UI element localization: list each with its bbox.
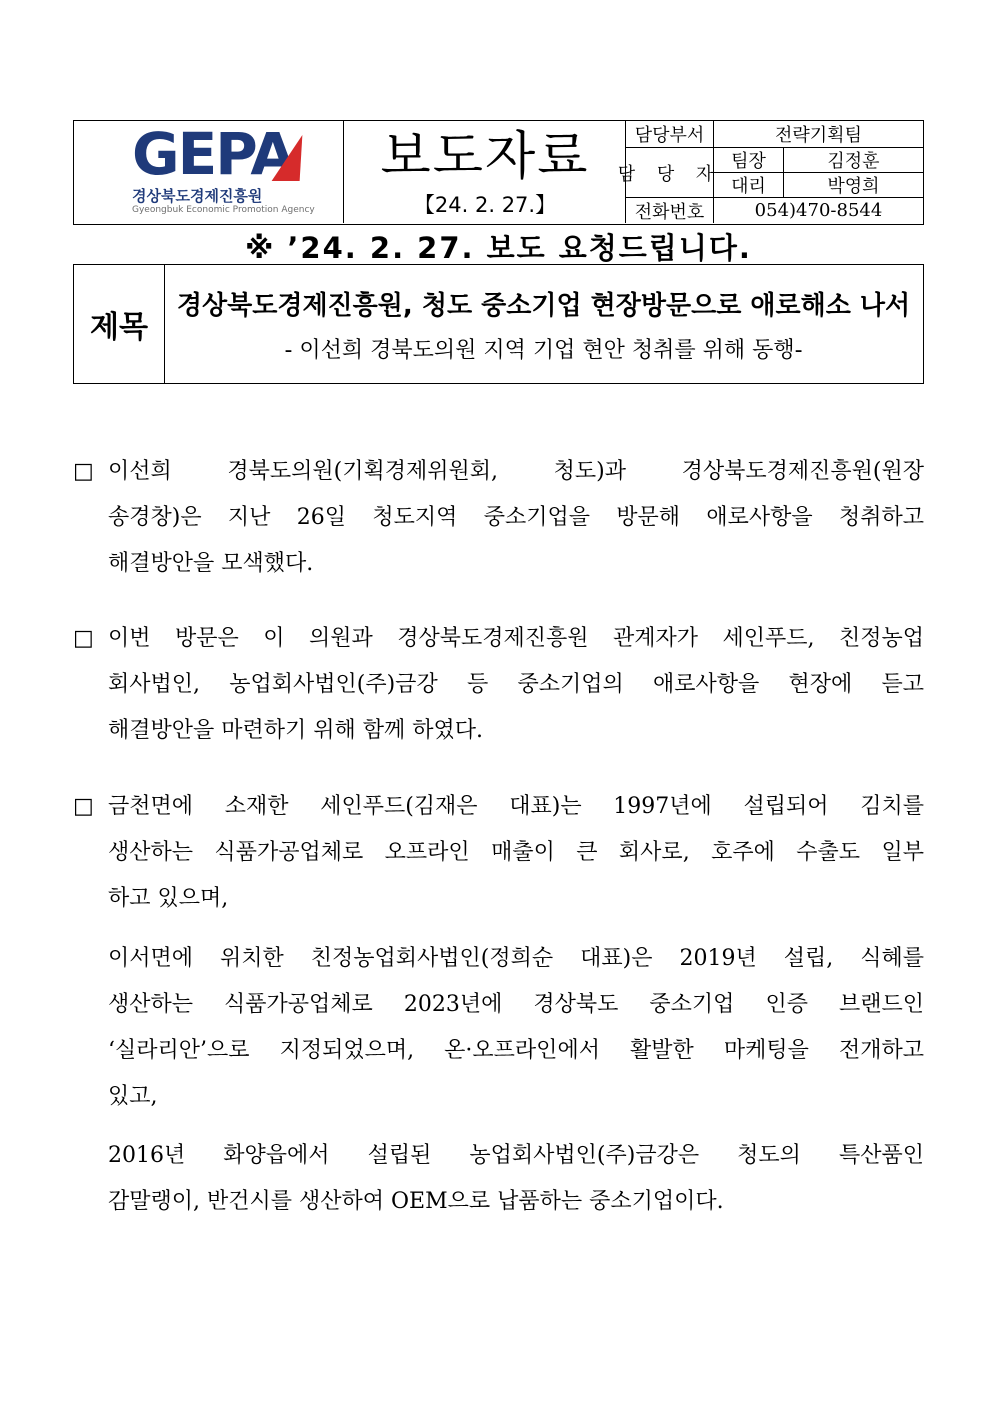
contact-grid: [617, 121, 923, 223]
logo-english-name: Gyeongbuk Economic Promotion Agency: [132, 205, 315, 215]
role-assistant: 대리: [714, 173, 784, 198]
paragraph-1: [73, 449, 924, 587]
paragraph-line: 감말랭이, 반건시를 생산하여 OEM으로 납품하는 중소기업이다.: [108, 1189, 724, 1214]
phone-value: 054)470-8544: [754, 200, 883, 221]
paragraph-line: 하고 있으며,: [108, 886, 229, 911]
role-team-lead: 팀장: [714, 148, 784, 173]
paragraph-line: 회사법인, 농업회사법인(주)금강 등 중소기업의 애로사항을 현장에 듣고: [108, 672, 924, 697]
press-title-cell: [344, 121, 626, 223]
paragraph-line: 이서면에 위치한 친정농업회사법인(정희순 대표)은 2019년 설립, 식혜를: [108, 946, 924, 971]
press-date: 【24. 2. 27.】: [413, 193, 557, 217]
paragraph-line: 생산하는 식품가공업체로 2023년에 경상북도 중소기업 인증 브랜드인: [108, 992, 924, 1017]
paragraph-line: 2016년 화양읍에서 설립된 농업회사법인(주)금강은 청도의 특산품인: [108, 1143, 924, 1168]
logo-wordmark: GEPA: [132, 120, 294, 188]
name-assistant: 박영희: [784, 173, 923, 198]
subject-box: [73, 264, 924, 384]
paragraph-line: □ 금천면에 소재한 세인푸드(김재은 대표)는 1997년에 설립되어 김치를: [73, 784, 924, 830]
paragraph-line: 있고,: [108, 1084, 158, 1109]
paragraph-line: 해결방안을 모색했다.: [108, 551, 314, 576]
subject-subtitle: - 이선희 경북도의원 지역 기업 현안 청취를 위해 동행-: [284, 338, 803, 363]
paragraph-line: □ 이선희 경북도의원(기획경제위원회, 청도)과 경상북도경제진흥원(원장: [73, 449, 924, 495]
release-request-notice: ※ ’24. 2. 27. 보도 요청드립니다.: [245, 231, 752, 265]
square-bullet-icon: □: [73, 459, 94, 484]
paragraph-line: 해결방안을 마련하기 위해 함께 하였다.: [108, 718, 483, 743]
paragraph-5: [73, 1133, 924, 1225]
dept-label: 담당부서: [626, 121, 714, 148]
person-label: 담 당 자: [626, 148, 714, 198]
square-bullet-icon: □: [73, 794, 94, 819]
paragraph-line: 송경창)은 지난 26일 청도지역 중소기업을 방문해 애로사항을 청취하고: [108, 505, 924, 530]
paragraph-4: [73, 936, 924, 1120]
logo-cell: [74, 121, 344, 223]
paragraph-line: ‘실라리안’으로 지정되었으며, 온·오프라인에서 활발한 마케팅을 전개하고: [108, 1038, 924, 1063]
paragraph-line: □ 이번 방문은 이 의원과 경상북도경제진흥원 관계자가 세인푸드, 친정농업: [73, 616, 924, 662]
logo-korean-name: 경상북도경제진흥원: [132, 187, 263, 205]
paragraph-line: 생산하는 식품가공업체로 오프라인 매출이 큰 회사로, 호주에 수출도 일부: [108, 840, 924, 865]
paragraph-3: [73, 784, 924, 922]
press-title: 보도자료: [380, 127, 590, 187]
press-header-table: [73, 120, 924, 225]
subject-label: 제목: [74, 265, 165, 383]
subject-title: 경상북도경제진흥원, 청도 중소기업 현장방문으로 애로해소 나서: [176, 291, 911, 321]
dept-value: 전략기획팀: [714, 121, 923, 148]
square-bullet-icon: □: [73, 626, 94, 651]
name-team-lead: 김정훈: [784, 148, 923, 173]
phone-label: 전화번호: [626, 198, 714, 223]
paragraph-2: [73, 616, 924, 754]
